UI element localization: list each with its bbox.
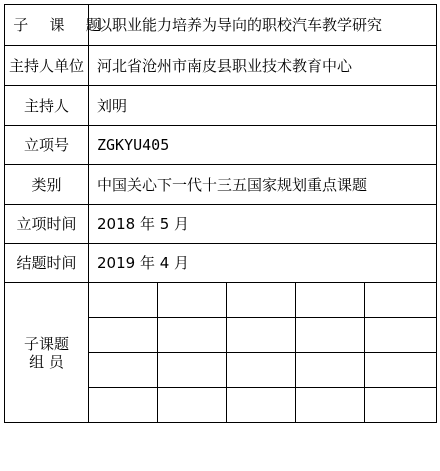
member-cell bbox=[89, 353, 158, 388]
end-time-value: 2019 年 4 月 bbox=[89, 244, 437, 283]
host-unit-value: 河北省沧州市南皮县职业技术教育中心 bbox=[89, 46, 437, 86]
start-time-label: 立项时间 bbox=[5, 205, 89, 244]
member-cell bbox=[296, 388, 365, 423]
project-no-label: 立项号 bbox=[5, 126, 89, 165]
member-cell bbox=[89, 318, 158, 353]
members-label-line2: 组 员 bbox=[29, 352, 64, 371]
category-row bbox=[5, 165, 437, 205]
topic-row bbox=[5, 5, 437, 46]
host-label: 主持人 bbox=[5, 86, 89, 126]
member-cell bbox=[365, 283, 437, 318]
start-time-value: 2018 年 5 月 bbox=[89, 205, 437, 244]
members-label-line1: 子课题 bbox=[23, 334, 69, 353]
category-label: 类别 bbox=[5, 165, 89, 205]
member-cell bbox=[227, 318, 296, 353]
member-cell bbox=[158, 283, 227, 318]
member-cell bbox=[89, 283, 158, 318]
host-unit-label: 主持人单位 bbox=[5, 46, 89, 86]
topic-label: 子 课 题 bbox=[5, 5, 89, 46]
members-row-1 bbox=[5, 283, 437, 318]
member-cell bbox=[227, 283, 296, 318]
project-info-form bbox=[4, 4, 437, 423]
member-cell bbox=[296, 353, 365, 388]
project-no-value: ZGKYU405 bbox=[89, 126, 437, 165]
host-unit-row bbox=[5, 46, 437, 86]
member-cell bbox=[158, 318, 227, 353]
host-row bbox=[5, 86, 437, 126]
member-cell bbox=[296, 283, 365, 318]
member-cell bbox=[227, 388, 296, 423]
end-time-label: 结题时间 bbox=[5, 244, 89, 283]
topic-value: 以职业能力培养为导向的职校汽车教学研究 bbox=[89, 5, 437, 46]
project-no-row bbox=[5, 126, 437, 165]
member-cell bbox=[89, 388, 158, 423]
start-time-row bbox=[5, 205, 437, 244]
member-cell bbox=[158, 388, 227, 423]
members-label bbox=[5, 283, 89, 423]
member-cell bbox=[227, 353, 296, 388]
host-value: 刘明 bbox=[89, 86, 437, 126]
member-cell bbox=[158, 353, 227, 388]
category-value: 中国关心下一代十三五国家规划重点课题 bbox=[89, 165, 437, 205]
end-time-row bbox=[5, 244, 437, 283]
member-cell bbox=[365, 318, 437, 353]
member-cell bbox=[296, 318, 365, 353]
member-cell bbox=[365, 388, 437, 423]
member-cell bbox=[365, 353, 437, 388]
